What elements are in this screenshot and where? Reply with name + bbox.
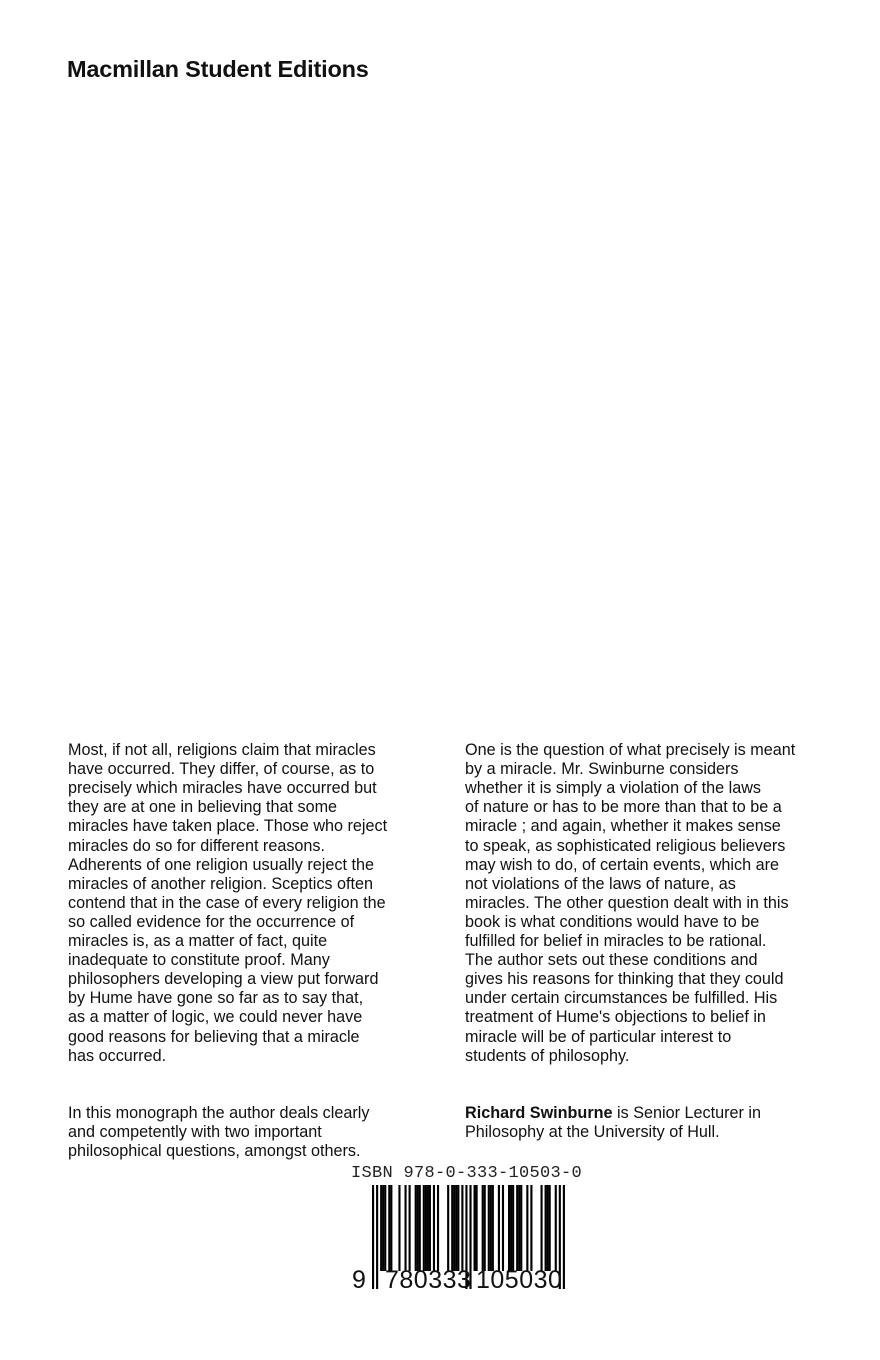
barcode-first-digit: 9 [352,1266,366,1294]
barcode-bar [549,1185,551,1271]
barcode-bar [382,1185,384,1271]
barcode-bar [488,1185,490,1271]
blurb-left-column [68,722,448,1199]
barcode-bar [433,1185,435,1271]
barcode-bar [492,1185,494,1271]
blurb-paragraph: Most, if not all, religions claim that miracles have occurred. They differ, of course, as to precisely which miracles have occurred but they are at one in believing that some miracles have taken place. Those who reject miracles do so for different reasons. Adherents of one religion usually reject the miracles of another religion. Sceptics often contend that in the case of every religion the so called evidence for the occurrence of miracles is, as a matter of fact, quite inadequate to constitute proof. Many philosophers developing a view put forward by Hume have gone so far as to say that, as a matter of logic, we could never have good reasons for believing that a miracle has occurred. [68,741,388,1065]
barcode-bar [518,1185,520,1271]
barcode-bar [482,1185,484,1271]
barcode-bar [390,1185,392,1271]
barcode-bar [502,1185,504,1271]
barcode-bar [429,1185,431,1271]
author-bio-text: is Senior Lecturer in Philosophy at the University of Hull. [465,1103,761,1141]
barcode-bar [437,1185,439,1271]
barcode-bar [512,1185,514,1271]
barcode-bar [417,1185,419,1271]
barcode-bar [545,1185,547,1271]
barcode-bar [474,1185,476,1271]
barcode-bar [423,1185,425,1271]
barcode-bar [388,1185,390,1271]
barcode-bar [376,1185,378,1289]
barcode-bar [540,1185,542,1271]
barcode-bar [490,1185,492,1271]
barcode-bar [455,1185,457,1271]
blurb-paragraph: One is the question of what precisely is meant by a miracle. Mr. Swinburne considers whether it is simply a violation of the laws of nature or has to be more than that to be a miracle ; and again, whether it makes sense to speak, as sophisticated religious believers may wish to do, of certain events, which are not violations of the laws of nature, as miracles. The other question dealt with in this book is what conditions would have to be fulfilled for belief in miracles to be rational. The author sets out these conditions and gives his reasons for thinking that they could under certain circumstances be fulfilled. His treatment of Hume's objections to belief in miracle will be of particular interest to students of philosophy. [465,741,796,1065]
barcode-bar [372,1185,374,1289]
barcode-right-digits: 105030 [476,1266,563,1294]
author-name: Richard Swinburne [465,1103,613,1122]
blurb-right-column [465,722,845,1180]
barcode-bar [520,1185,522,1271]
barcode-bar [526,1185,528,1271]
barcode-bar [451,1185,453,1271]
barcode-left-digits: 780333 [385,1266,472,1294]
barcode-bar [427,1185,429,1271]
barcode-bar [508,1185,510,1271]
barcode-bar [415,1185,417,1271]
barcode-bar [384,1185,386,1271]
barcode-bar [457,1185,459,1271]
barcode-bar [484,1185,486,1271]
isbn-label: ISBN 978-0-333-10503-0 [351,1164,583,1183]
barcode-bar [404,1185,406,1271]
barcode-bar [447,1185,449,1271]
series-title: Macmillan Student Editions [67,56,369,82]
blurb-paragraph: In this monograph the author deals clearly and competently with two important philosophical questions, amongst others. [68,1103,370,1160]
barcode-bar [498,1185,500,1271]
barcode-bar [563,1185,565,1289]
barcode-bar [530,1185,532,1271]
barcode-bar [476,1185,478,1271]
barcode-bar [380,1185,382,1271]
barcode-bar [398,1185,400,1271]
barcode-bar [453,1185,455,1271]
barcode-bar [555,1185,557,1271]
author-bio [465,1104,845,1142]
barcode-bar [547,1185,549,1271]
barcode-bar [409,1185,411,1271]
barcode-bar [510,1185,512,1271]
barcode-bar [461,1185,463,1271]
barcode-bar [425,1185,427,1271]
barcode-bar [419,1185,421,1271]
barcode-bar [516,1185,518,1271]
